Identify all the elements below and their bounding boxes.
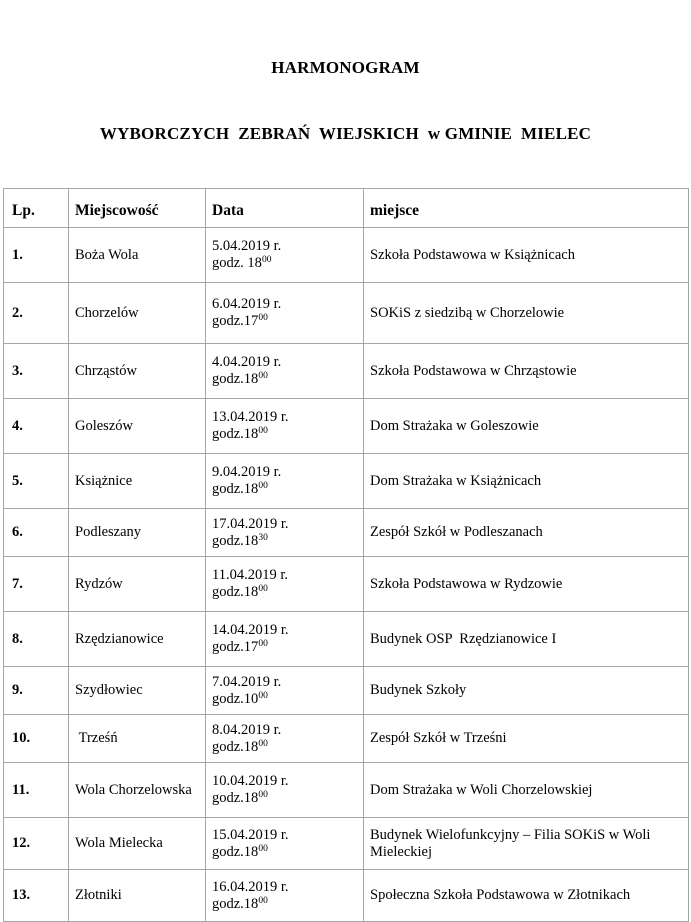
date-text: 5.04.2019 r. (212, 238, 282, 254)
date-time-cell (206, 818, 364, 870)
header-miejsce: miejsce (364, 189, 689, 228)
date-text: 13.04.2019 r. (212, 409, 289, 425)
venue-cell: Szkoła Podstawowa w Książnicach (364, 228, 689, 283)
venue-cell: SOKiS z siedzibą w Chorzelowie (364, 283, 689, 344)
table-row (4, 344, 689, 399)
locality-cell: Książnice (69, 454, 206, 509)
time-minutes-superscript: 00 (258, 584, 268, 594)
time-minutes-superscript: 00 (261, 255, 272, 265)
date-time-cell (206, 870, 364, 922)
row-number-cell: 3. (4, 344, 69, 399)
table-body (4, 228, 689, 922)
table-row (4, 454, 689, 509)
time-minutes-superscript: 00 (258, 895, 268, 906)
locality-cell: Wola Chorzelowska (69, 763, 206, 818)
locality-cell: Trześń (69, 715, 206, 763)
date-text: 11.04.2019 r. (212, 567, 288, 583)
time-text: godz. $18^{00}$ (212, 255, 272, 271)
locality-cell: Wola Mielecka (69, 818, 206, 870)
time-text: $godz.18^{00}$ (212, 371, 268, 387)
venue-cell: Budynek OSP Rzędzianowice I (364, 612, 689, 667)
time-minutes-superscript: 00 (258, 481, 268, 491)
time-text: $godz.18^{30}$ (212, 532, 268, 549)
venue-cell: Zespół Szkół w Podleszanach (364, 509, 689, 557)
date-text: 6.04.2019 r. (212, 296, 282, 312)
date-time-cell (206, 454, 364, 509)
date-text: 4.04.2019 r. (212, 354, 282, 370)
time-minutes-superscript: 00 (258, 313, 268, 323)
header-row (4, 189, 689, 228)
venue-cell: Społeczna Szkoła Podstawowa w Złotnikach (364, 870, 689, 922)
date-text: 9.04.2019 r. (212, 464, 282, 480)
table-row (4, 612, 689, 667)
locality-cell: Rydzów (69, 557, 206, 612)
date-time-cell (206, 283, 364, 344)
time-text: $godz.17^{00}$ (212, 639, 268, 655)
venue-cell: Dom Strażaka w Goleszowie (364, 399, 689, 454)
header-lp: Lp. (4, 189, 69, 228)
time-minutes-superscript: 00 (258, 639, 268, 649)
time-minutes-superscript: 00 (258, 790, 268, 800)
date-time-cell (206, 557, 364, 612)
row-number-cell: 10. (4, 715, 69, 763)
row-number-cell: 11. (4, 763, 69, 818)
header-miejscowosc: Miejscowość (69, 189, 206, 228)
date-time-cell (206, 509, 364, 557)
header-data: Data (206, 189, 364, 228)
venue-cell: Budynek Szkoły (364, 667, 689, 715)
time-text: $godz.18^{00}$ (212, 843, 268, 860)
time-text: $godz.18^{00}$ (212, 584, 268, 600)
venue-cell: Szkoła Podstawowa w Rydzowie (364, 557, 689, 612)
venue-cell: Dom Strażaka w Woli Chorzelowskiej (364, 763, 689, 818)
locality-cell: Złotniki (69, 870, 206, 922)
row-number-cell: 6. (4, 509, 69, 557)
row-number-cell: 7. (4, 557, 69, 612)
date-text: 7.04.2019 r. (212, 673, 282, 690)
table-row (4, 283, 689, 344)
row-number-cell: 9. (4, 667, 69, 715)
table-row (4, 509, 689, 557)
time-minutes-superscript: 00 (258, 843, 268, 854)
schedule-table (3, 188, 689, 922)
venue-cell: Szkoła Podstawowa w Chrząstowie (364, 344, 689, 399)
table-row (4, 557, 689, 612)
time-minutes-superscript: 00 (258, 690, 268, 701)
date-time-cell (206, 763, 364, 818)
locality-cell: Chorzelów (69, 283, 206, 344)
row-number-cell: 8. (4, 612, 69, 667)
locality-cell: Chrząstów (69, 344, 206, 399)
title-line-1: HARMONOGRAM (271, 58, 420, 77)
time-minutes-superscript: 00 (258, 371, 268, 381)
time-text: $godz.18^{00}$ (212, 426, 268, 442)
date-text: 10.04.2019 r. (212, 773, 289, 789)
time-minutes-superscript: 00 (258, 738, 268, 749)
row-number-cell: 1. (4, 228, 69, 283)
table-row (4, 667, 689, 715)
date-time-cell (206, 228, 364, 283)
date-text: 15.04.2019 r. (212, 826, 289, 843)
date-text: 8.04.2019 r. (212, 721, 282, 738)
time-minutes-superscript: 00 (258, 426, 268, 436)
date-time-cell (206, 612, 364, 667)
time-text: $godz.17^{00}$ (212, 313, 268, 329)
time-text: $godz.18^{00}$ (212, 738, 268, 755)
row-number-cell: 13. (4, 870, 69, 922)
date-time-cell (206, 344, 364, 399)
venue-cell: Zespół Szkół w Trześni (364, 715, 689, 763)
time-text: $godz.18^{00}$ (212, 895, 268, 912)
time-text: $godz.18^{00}$ (212, 790, 268, 806)
row-number-cell: 12. (4, 818, 69, 870)
table-row (4, 818, 689, 870)
locality-cell: Boża Wola (69, 228, 206, 283)
document-title (0, 0, 691, 167)
date-time-cell (206, 399, 364, 454)
date-text: 14.04.2019 r. (212, 622, 289, 638)
row-number-cell: 4. (4, 399, 69, 454)
row-number-cell: 2. (4, 283, 69, 344)
table-row (4, 870, 689, 922)
table-row (4, 715, 689, 763)
table-row (4, 763, 689, 818)
table-row (4, 228, 689, 283)
date-text: 16.04.2019 r. (212, 878, 289, 895)
date-time-cell (206, 715, 364, 763)
time-text: $godz.10^{00}$ (212, 690, 268, 707)
locality-cell: Podleszany (69, 509, 206, 557)
locality-cell: Rzędzianowice (69, 612, 206, 667)
locality-cell: Goleszów (69, 399, 206, 454)
time-minutes-superscript: 30 (258, 532, 268, 543)
title-line-2: WYBORCZYCH ZEBRAŃ WIEJSKICH w GMINIE MIELEC (99, 124, 592, 143)
time-text: $godz.18^{00}$ (212, 481, 268, 497)
date-text: 17.04.2019 r. (212, 515, 289, 532)
date-time-cell (206, 667, 364, 715)
table-row (4, 399, 689, 454)
venue-cell: Budynek Wielofunkcyjny – Filia SOKiS w Woli Mieleckiej (364, 818, 689, 870)
venue-cell: Dom Strażaka w Książnicach (364, 454, 689, 509)
locality-cell: Szydłowiec (69, 667, 206, 715)
row-number-cell: 5. (4, 454, 69, 509)
